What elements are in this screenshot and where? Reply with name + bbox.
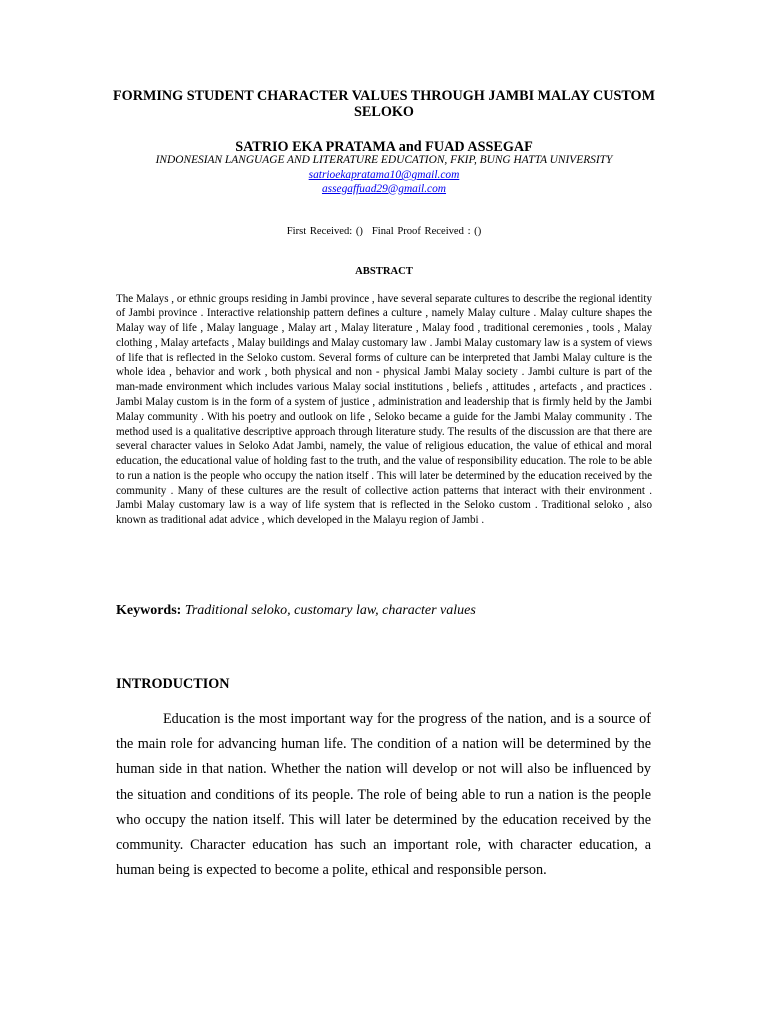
author-names: SATRIO EKA PRATAMA and FUAD ASSEGAF (235, 139, 533, 155)
author-affiliation: INDONESIAN LANGUAGE AND LITERATURE EDUCATION, FKIP, BUNG HATTA UNIVERSITY (155, 154, 613, 166)
abstract-text: The Malays , or ethnic groups residing in Jambi province , have several separate cultures to describe the regional identity of Jambi province . Interactive relationship pattern defines a culture , namely Malay culture . Malay culture shapes the Malay way of life , Malay language , Malay art , Malay literature , Malay food , traditional ceremonies , tools , Malay clothing , Malay artefacts , Malay buildings and Malay customary law . Jambi Malay customary law is a system of views of life that is reflected in the Seloko custom. Several forms of culture can be interpreted that Jambi Malay culture is the whole idea , behavior and work , both physical and non - physical Jambi Malay society . Jambi culture is part of the man-made environment which includes various Malay social institutions , beliefs , attitudes , artefacts , and practices . Jambi Malay custom is in the form of a system of justice , administration and leadership that is firmly held by the Jambi Malay community . With his poetry and outlook on life , Seloko became a guide for the Jambi Malay community . The method used is a qualitative descriptive approach through literature study. The results of the discussion are that there are several character values in Seloko Adat Jambi, namely, the value of religious education, the value of ethical and moral education, the educational value of holding fast to the truth, and the value of responsibility education. The role to be able to run a nation is the people who occupy the nation itself . This will later be determined by the education received by the community . Many of these cultures are the result of collective action patterns that interact with their environment . Jambi Malay customary law is a way of life system that is reflected in the Seloko custom . Traditional seloko , also known as traditional adat advice , which developed in the Malayu region of Jambi . (116, 292, 652, 527)
keywords-list: Traditional seloko, customary law, character values (184, 603, 476, 618)
author-email-link[interactable]: assegaffuad29@gmail.com (321, 182, 447, 195)
abstract-heading: ABSTRACT (355, 266, 413, 277)
author-email-link[interactable]: satrioekapratama10@gmail.com (308, 169, 460, 181)
final-proof-received-label: Final Proof Received : () (371, 226, 482, 237)
first-received-label: First Received: () (286, 226, 363, 237)
keywords-label: Keywords: (116, 603, 182, 618)
keywords-line (116, 602, 656, 620)
paper-title: FORMING STUDENT CHARACTER VALUES THROUGH JAMBI MALAY CUSTOM SELOKO (113, 88, 655, 120)
section-heading-introduction: INTRODUCTION (116, 676, 230, 692)
received-dates (96, 225, 672, 238)
introduction-paragraph: Education is the most important way for the progress of the nation, and is a source of the main role for advancing human life. The condition of a nation will be determined by the human side in that nation. Whether the nation will develop or not will also be influenced by the situation and conditions of its people. The role of being able to run a nation is the people who occupy the nation itself. This will later be determined by the education received by the community. Character education has such an important role, with character education, a human being is expected to become a polite, ethical and responsible person. (116, 711, 651, 879)
